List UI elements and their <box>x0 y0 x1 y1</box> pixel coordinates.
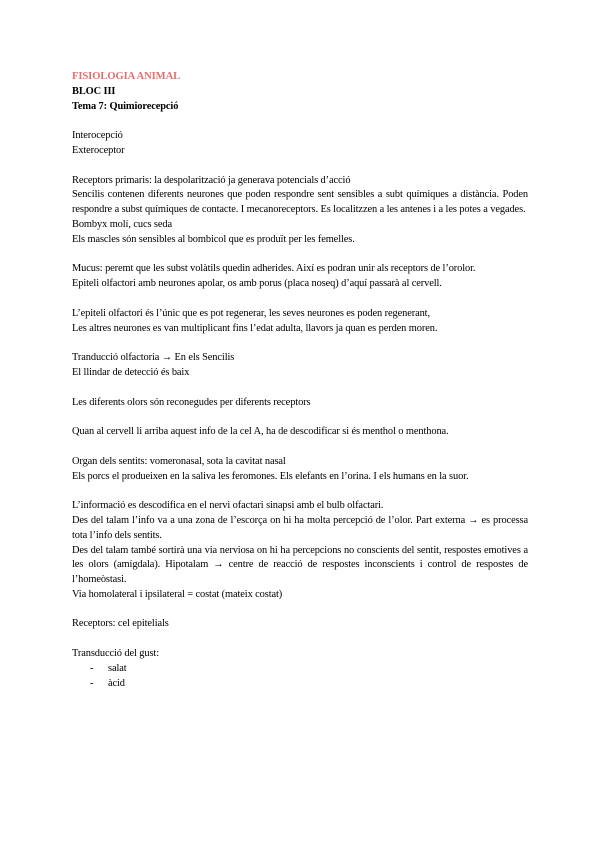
list-title: Transducció del gust: <box>72 648 159 660</box>
dash-bullet: - <box>90 677 94 689</box>
text-line: Receptors primaris: la despolarització ja generava potencials d’acció <box>72 174 351 186</box>
list-item <box>72 662 528 677</box>
block-heading: BLOC III <box>72 85 116 97</box>
text-line: Mucus: peremt que les subst volàtils quedin adherides. Així es podran unir als receptors de l’orolor. <box>72 263 476 275</box>
list-item <box>72 677 528 692</box>
paragraph: Sencilis contenen diferents neurones que poden respondre sent sensibles a subt químiques a distància. Poden respondre a subst químiques de contacte. I mecanoreceptors. Es localitzzen a les antenes i a les potes a vegades. <box>72 189 528 216</box>
text-line: Organ dels sentits: vomeronasal, sota la cavitat nasal <box>72 455 286 467</box>
list-item-label: àcid <box>108 677 125 689</box>
text-line: Les diferents olors són reconegudes per diferents receptors <box>72 396 311 408</box>
topic-heading: Tema 7: Quimiorecepció <box>72 100 179 112</box>
document-content <box>72 70 528 691</box>
text-line: Les altres neurones es van multiplicant fins l’edat adulta, llavors ja quan es perden moren. <box>72 322 438 334</box>
text-line: El llindar de detecció és baix <box>72 366 190 378</box>
text-line: Bombyx molí, cucs seda <box>72 218 172 230</box>
taste-list <box>72 662 528 692</box>
text-line: Tranducció olfactoria → En els Sencilis <box>72 352 235 364</box>
text-line: Els mascles són sensibles al bombicol que es produït per les femelles. <box>72 233 355 245</box>
paragraph: Des del talam l’info va a una zona de l’escorça on hi ha molta percepció de l’olor. Part externa → es processa tota l’info dels sentits. <box>72 514 528 541</box>
paragraph: Des del talam també sortirà una via nerviosa on hi ha percepcions no conscients del sentit, respostes emotives a les olors (amígdala). Hipotalam → centre de reacció de respostes inconscients i control de respostes de l’homeòstasi. <box>72 544 528 586</box>
dash-bullet: - <box>90 662 94 674</box>
text-line: Quan al cervell li arriba aquest info de la cel A, ha de descodificar si és menthol o menthona. <box>72 426 449 438</box>
text-line: Epiteli olfactori amb neurones apolar, os amb porus (placa noseq) d’aquí passarà al cervell. <box>72 278 442 290</box>
text-line: Exteroceptor <box>72 144 125 156</box>
text-line: Receptors: cel epitelials <box>72 618 169 630</box>
text-line: Els porcs el produeixen en la saliva les feromones. Els elefants en l’orina. I els humans en la suor. <box>72 470 469 482</box>
subject-title: FISIOLOGIA ANIMAL <box>72 71 181 82</box>
text-line: L’informació es descodifica en el nervi ofactari sinapsi amb el bulb olfactari. <box>72 500 384 512</box>
text-line: L’epiteli olfactori és l’únic que es pot regenerar, les seves neurones es poden regenerant, <box>72 307 430 319</box>
text-line: Via homolateral i ipsilateral = costat (mateix costat) <box>72 588 283 600</box>
list-item-label: salat <box>108 662 127 674</box>
text-line: Interocepció <box>72 130 123 142</box>
